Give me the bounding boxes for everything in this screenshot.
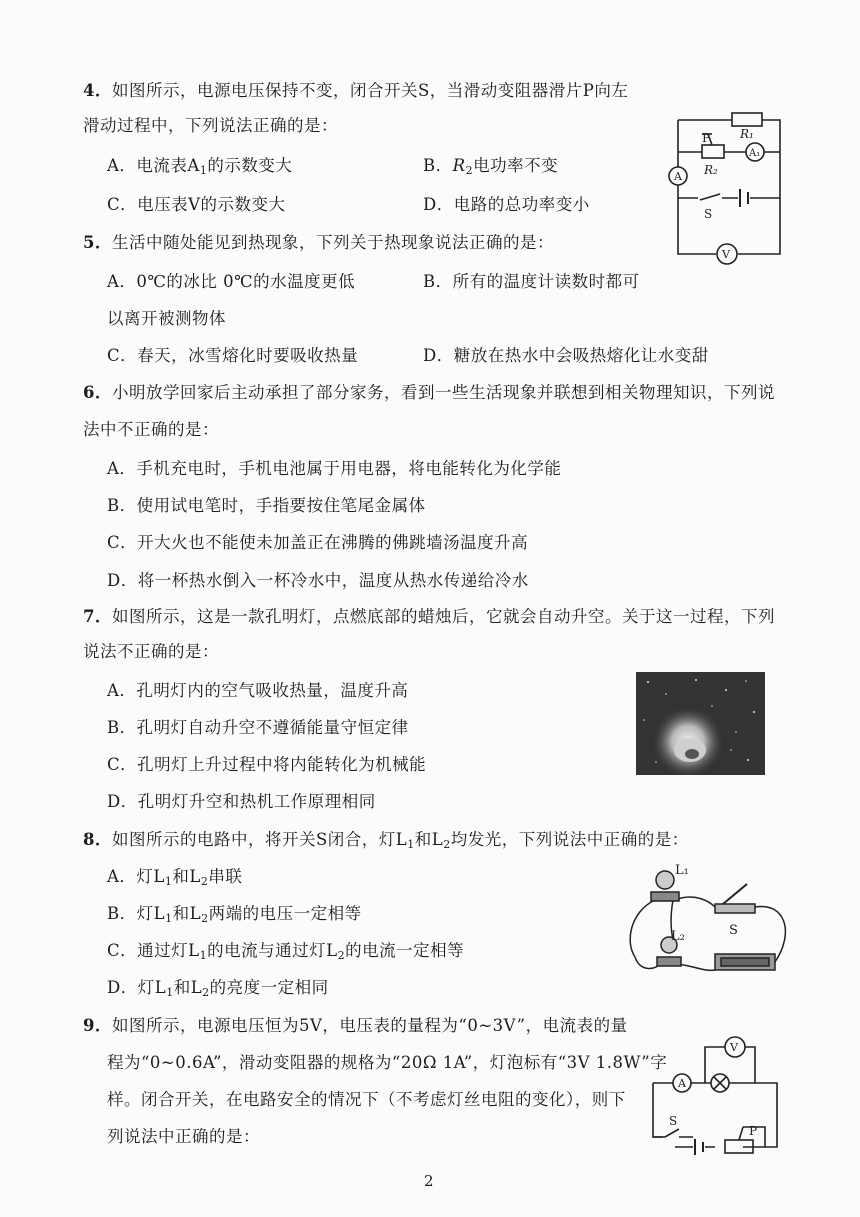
q9-fig-a: A: [678, 1077, 686, 1090]
q4-fig-a: A: [674, 170, 682, 183]
q8-d-sub2: 2: [202, 986, 210, 999]
q6-option-d: D．将一杯热水倒入一杯冷水中，温度从热水传递给冷水: [107, 571, 529, 590]
q4-stem-line2: 滑动过程中，下列说法正确的是：: [83, 116, 338, 135]
q7-number: 7．: [83, 607, 112, 626]
q4-option-a: [107, 155, 292, 177]
q8-a-sub2: 2: [200, 875, 209, 888]
q6-option-c: C．开大火也不能使未加盖正在沸腾的佛跳墙汤温度升高: [107, 533, 529, 552]
q7-option-d: D．孔明灯升空和热机工作原理相同: [107, 792, 376, 811]
q8-c-part3: 的电流一定相等: [345, 941, 465, 960]
q6-stem-line1: [83, 382, 775, 404]
q8-b-sub1: 1: [165, 912, 173, 925]
q4-option-d: D．电路的总功率变小: [423, 195, 590, 214]
q9-stem-line2: 程为“0~0.6A”，滑动变阻器的规格为“20Ω 1A”，灯泡标有“3V 1.8W”字: [107, 1053, 668, 1072]
q6-option-b: B．使用试电笔时，手指要按住笔尾金属体: [107, 496, 426, 515]
q8-c-sub1: 1: [199, 949, 208, 962]
q8-a-part3: 串联: [208, 867, 243, 886]
q4-stem-line1: [83, 80, 628, 102]
q4-option-a-sub: 1: [199, 164, 208, 177]
q8-stem-part3: 均发光，下列说法中正确的是：: [450, 830, 689, 849]
q8-fig-s: S: [729, 923, 738, 938]
q8-option-c: [107, 940, 464, 962]
q8-option-a: [107, 866, 242, 888]
q4-circuit-diagram: [660, 90, 790, 265]
q9-circuit-diagram: [645, 1035, 790, 1155]
q8-c-part2: 的电流与通过灯L: [207, 941, 338, 960]
q8-stem-sub2: 2: [443, 838, 451, 851]
q7-option-a: A．孔明灯内的空气吸收热量，温度升高: [107, 681, 409, 700]
q5-option-c: C．春天，冰雪熔化时要吸收热量: [107, 346, 359, 365]
q6-stem-text1: 小明放学回家后主动承担了部分家务，看到一些生活现象并联想到相关物理知识，下列说: [111, 383, 775, 402]
q8-stem-part1: 如图所示的电路中，将开关S闭合，灯L: [111, 830, 408, 849]
q9-stem-text1: 如图所示，电源电压恒为5V，电压表的量程为“0~3V”，电流表的量: [111, 1016, 628, 1035]
q4-option-c: C．电压表V的示数变大: [107, 195, 286, 214]
q8-option-b: [107, 903, 362, 925]
q8-fig-l1: L₁: [675, 863, 689, 878]
q8-option-d: [107, 977, 329, 999]
q4-option-a-suffix: 的示数变大: [207, 156, 293, 175]
q9-stem-line3: 样。闭合开关，在电路安全的情况下（不考虑灯丝电阻的变化），则下: [107, 1090, 626, 1109]
q8-d-sub1: 1: [166, 986, 174, 999]
q6-stem-line2: 法中不正确的是：: [83, 420, 219, 439]
q8-a-part2: 和L: [172, 867, 201, 886]
q9-fig-v: V: [730, 1041, 738, 1054]
q8-stem-part2: 和L: [414, 830, 444, 849]
q8-stem-sub1: 1: [407, 838, 415, 851]
q8-b-sub2: 2: [201, 912, 209, 925]
sky-lantern-image: [636, 672, 765, 775]
q4-option-b-suffix: 电功率不变: [473, 156, 559, 175]
q4-option-b: [423, 155, 558, 177]
q7-stem-line2: 说法不正确的是：: [83, 642, 219, 661]
q7-stem-line1: [83, 606, 775, 628]
q4-option-a-prefix: A．电流表A: [107, 156, 200, 175]
q9-stem-line4: 列说法中正确的是：: [107, 1127, 260, 1146]
q5-stem-text: 生活中随处能见到热现象，下列关于热现象说法正确的是：: [111, 233, 554, 252]
q7-option-b: B．孔明灯自动升空不遵循能量守恒定律: [107, 718, 409, 737]
q5-option-d: D．糖放在热水中会吸热熔化让水变甜: [423, 346, 709, 365]
q4-fig-v: V: [722, 248, 730, 261]
q8-a-sub1: 1: [164, 875, 173, 888]
q5-number: 5．: [83, 233, 112, 252]
q5-option-b-continued: 以离开被测物体: [107, 309, 226, 328]
q9-fig-p: P: [749, 1124, 758, 1138]
q8-fig-l2: L₂: [671, 929, 685, 944]
q7-option-c: C．孔明灯上升过程中将内能转化为机械能: [107, 755, 427, 774]
q4-option-b-var: R: [452, 156, 466, 175]
q6-option-a: A．手机充电时，手机电池属于用电器，将电能转化为化学能: [107, 459, 562, 478]
q5-stem-line: [83, 232, 554, 254]
q9-number: 9．: [83, 1016, 112, 1035]
q8-a-part1: A．灯L: [107, 867, 165, 886]
q8-b-part3: 两端的电压一定相等: [208, 904, 362, 923]
q5-option-b: B．所有的温度计读数时都可: [423, 272, 640, 291]
q4-stem-text1: 如图所示，电源电压保持不变，闭合开关S，当滑动变阻器滑片P向左: [111, 81, 629, 100]
q8-stem-line: [83, 829, 689, 851]
page-number: 2: [424, 1172, 434, 1190]
q4-fig-a1: A₁: [749, 148, 761, 159]
q4-fig-s: S: [704, 207, 713, 221]
q6-number: 6．: [83, 383, 112, 402]
q8-circuit-diagram: [625, 862, 795, 987]
q8-b-part1: B．灯L: [107, 904, 166, 923]
q8-c-sub2: 2: [337, 949, 346, 962]
q4-fig-r1: R₁: [740, 127, 754, 141]
q8-number: 8．: [83, 830, 112, 849]
q7-stem-text1: 如图所示，这是一款孔明灯，点燃底部的蜡烛后，它就会自动升空。关于这一过程，下列: [111, 607, 775, 626]
q5-option-a: A．0℃的冰比 0℃的水温度更低: [107, 272, 356, 291]
q4-option-b-prefix: B．: [423, 156, 453, 175]
q9-stem-line1: [83, 1015, 628, 1037]
q8-b-part2: 和L: [172, 904, 202, 923]
q4-option-b-sub: 2: [465, 164, 474, 177]
q4-number: 4．: [83, 81, 112, 100]
q4-fig-r2: R₂: [704, 163, 718, 177]
q8-c-part1: C．通过灯L: [107, 941, 200, 960]
sky-lantern-photo: [636, 672, 765, 775]
q8-d-part3: 的亮度一定相同: [209, 978, 329, 997]
q4-fig-p: P: [702, 131, 711, 145]
q8-d-part1: D．灯L: [107, 978, 167, 997]
q8-d-part2: 和L: [173, 978, 203, 997]
q9-fig-s: S: [669, 1114, 678, 1128]
